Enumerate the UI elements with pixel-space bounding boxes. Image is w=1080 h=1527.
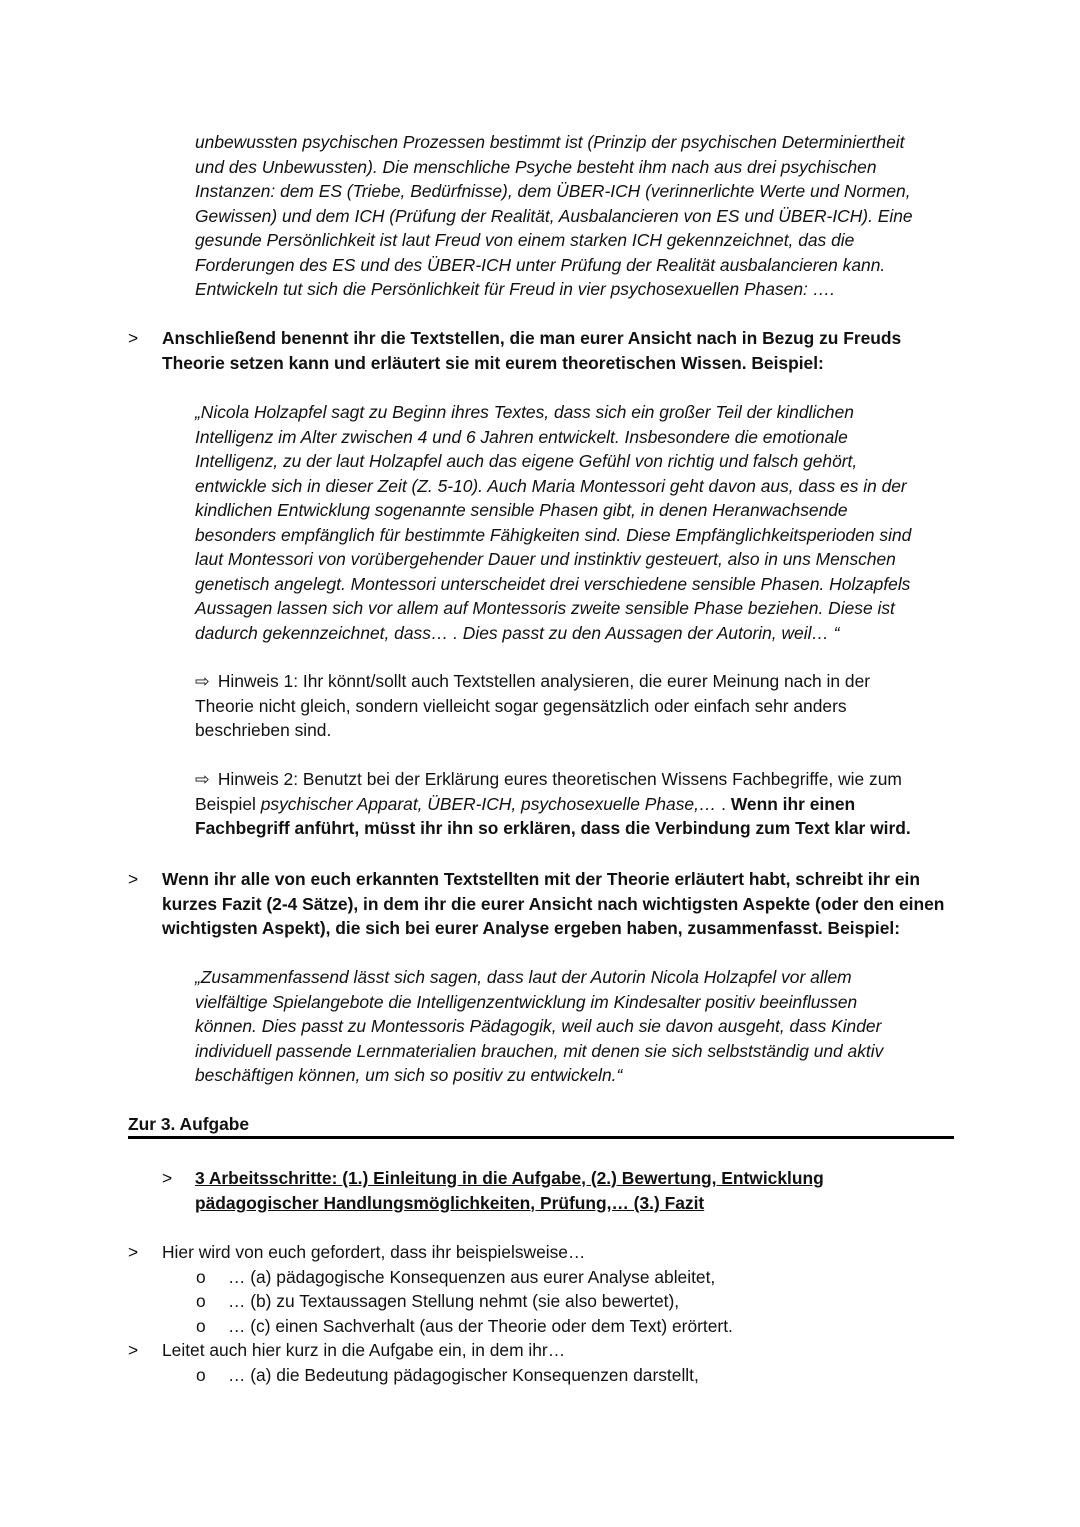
intro-paragraph xyxy=(195,130,975,302)
text-line: und des Unbewussten). Die menschliche Psyche besteht ihm nach aus drei psychischen xyxy=(195,156,877,177)
section-heading: Zur 3. Aufgabe xyxy=(128,1114,250,1134)
text-line: Aussagen lassen sich vor allem auf Montessoris zweite sensible Phase beziehen. Diese ist xyxy=(195,598,895,618)
work-steps xyxy=(195,1166,955,1215)
circle-bullet: o xyxy=(196,1365,206,1385)
text-line: pädagogischer Handlungsmöglichkeiten, Prüfung,… (3.) Fazit xyxy=(195,1192,705,1213)
text-fragment: Beispiel xyxy=(195,793,261,814)
text-line: laut Montessori von vorübergehender Dauer und instinktiv gesteuert, also in uns Menschen xyxy=(195,549,896,569)
text-line: Hinweis 1: Ihr könnt/sollt auch Textstellen analysieren, die eurer Meinung nach in der xyxy=(217,671,871,691)
text-line: „Zusammenfassend lässt sich sagen, dass laut der Autorin Nicola Holzapfel vor allem xyxy=(195,967,852,987)
text-line: Theorie nicht gleich, sondern vielleicht sogar gegensätzlich oder einfach sehr anders xyxy=(195,695,847,716)
text-line: Entwickeln tut sich die Persönlichkeit für Freud in vier psychosexuellen Phasen: …. xyxy=(195,279,835,299)
hint-line xyxy=(195,792,985,817)
text-line: besonders empfänglich für bestimmte Fähigkeiten sind. Diese Empfänglichkeitsperioden sind xyxy=(195,524,912,545)
text-fragment: Wenn ihr einen xyxy=(730,793,856,814)
bullet-marker: > xyxy=(162,1168,173,1188)
bullet-marker: > xyxy=(128,869,139,889)
text-line: gesunde Persönlichkeit ist laut Freud von einem starken ICH gekennzeichnet, das die xyxy=(195,230,855,250)
example-quote-2 xyxy=(195,965,985,1088)
text-line: Hinweis 2: Benutzt bei der Erklärung eures theoretischen Wissens Fachbegriffe, wie zum xyxy=(217,769,902,789)
list-item: … (a) die Bedeutung pädagogischer Konsequenzen darstellt, xyxy=(228,1365,699,1385)
text-line: beschrieben sind. xyxy=(195,720,332,740)
circle-bullet: o xyxy=(196,1316,206,1336)
hint-line xyxy=(195,767,985,792)
text-line: Intelligenz, zu der laut Holzapfel auch das eigene Gefühl von richtig und falsch gehört, xyxy=(195,451,858,471)
text-fragment: . xyxy=(721,793,731,814)
text-line: individuell passende Lernmaterialien brauchen, mit denen sie sich selbstständig und aktiv xyxy=(195,1040,884,1061)
circle-bullet: o xyxy=(196,1267,206,1287)
hint-line xyxy=(195,669,985,694)
hint-2 xyxy=(195,767,985,841)
step-instruction-2 xyxy=(162,867,982,941)
example-quote-1 xyxy=(195,400,985,645)
text-line: 3 Arbeitsschritte: (1.) Einleitung in die Aufgabe, (2.) Bewertung, Entwicklung xyxy=(195,1168,824,1188)
hint-1 xyxy=(195,669,985,743)
text-line: dadurch gekennzeichnet, dass… . Dies passt zu den Aussagen der Autorin, weil… “ xyxy=(195,622,840,643)
text-line: kindlichen Entwicklung sogenannte sensible Phasen gibt, in denen Heranwachsende xyxy=(195,500,848,520)
text-line: Anschließend benennt ihr die Textstellen, die man eurer Ansicht nach in Bezug zu Freuds xyxy=(162,328,902,348)
arrow-right-icon: ⇨ xyxy=(195,671,210,691)
bullet-marker: > xyxy=(128,1242,139,1262)
text-line: „Nicola Holzapfel sagt zu Beginn ihres Textes, dass sich ein großer Teil der kindlichen xyxy=(195,402,854,422)
text-line: entwickle sich in dieser Zeit (Z. 5-10). Auch Maria Montessori geht davon aus, dass es in der xyxy=(195,475,907,496)
text-line: Intelligenz im Alter zwischen 4 und 6 Jahren entwickelt. Insbesondere die emotionale xyxy=(195,426,848,447)
term-list: psychischer Apparat, ÜBER-ICH, psychosexuelle Phase,… xyxy=(260,793,722,814)
text-line: vielfältige Spielangebote die Intelligenzentwicklung im Kindesalter positiv beeinflussen xyxy=(195,991,858,1012)
arrow-right-icon: ⇨ xyxy=(195,769,210,789)
text-line: Wenn ihr alle von euch erkannten Textstellten mit der Theorie erläutert habt, schreibt ihr ein xyxy=(162,869,920,889)
text-line: kurzes Fazit (2-4 Sätze), in dem ihr die eurer Ansicht nach wichtigsten Aspekte (oder den einen xyxy=(162,893,945,914)
text-line: Instanzen: dem ES (Triebe, Bedürfnisse), dem ÜBER-ICH (verinnerlichte Werte und Normen, xyxy=(195,181,911,201)
text-line: können. Dies passt zu Montessoris Pädagogik, weil auch sie davon ausgeht, dass Kinder xyxy=(195,1016,882,1036)
text-line: beschäftigen können, um sich so positiv zu entwickeln.“ xyxy=(195,1065,623,1085)
bullet-marker: > xyxy=(128,328,139,348)
bullet-marker: > xyxy=(128,1340,139,1360)
text-line: wichtigsten Aspekt), die sich bei eurer Analyse ergeben haben, zusammenfasst. Beispiel: xyxy=(162,918,901,938)
text-line: Theorie setzen kann und erläutert sie mit eurem theoretischen Wissen. Beispiel: xyxy=(162,352,824,373)
text-line: Forderungen des ES und des ÜBER-ICH unter Prüfung der Realität ausbalancieren kann. xyxy=(195,254,886,275)
circle-bullet: o xyxy=(196,1291,206,1311)
list-item: … (b) zu Textaussagen Stellung nehmt (sie also bewertet), xyxy=(228,1291,680,1311)
list-item: … (c) einen Sachverhalt (aus der Theorie oder dem Text) erörtert. xyxy=(228,1316,733,1336)
text-line: Gewissen) und dem ICH (Prüfung der Realität, Ausbalancieren von ES und ÜBER-ICH). Eine xyxy=(195,205,913,226)
requirements-intro: Hier wird von euch gefordert, dass ihr beispielsweise… xyxy=(162,1242,586,1262)
text-line: unbewussten psychischen Prozessen bestimmt ist (Prinzip der psychischen Determiniertheit xyxy=(195,132,905,152)
list-item: … (a) pädagogische Konsequenzen aus eurer Analyse ableitet, xyxy=(228,1267,716,1287)
intro-instruction: Leitet auch hier kurz in die Aufgabe ein, in dem ihr… xyxy=(162,1340,566,1360)
text-line: Fachbegriff anführt, müsst ihr ihn so erklären, dass die Verbindung zum Text klar wird. xyxy=(195,818,911,838)
text-line: genetisch angelegt. Montessori unterscheidet drei verschiedene sensible Phasen. Holzapfels xyxy=(195,573,911,594)
step-instruction-1 xyxy=(162,326,962,375)
section-divider xyxy=(128,1136,954,1139)
